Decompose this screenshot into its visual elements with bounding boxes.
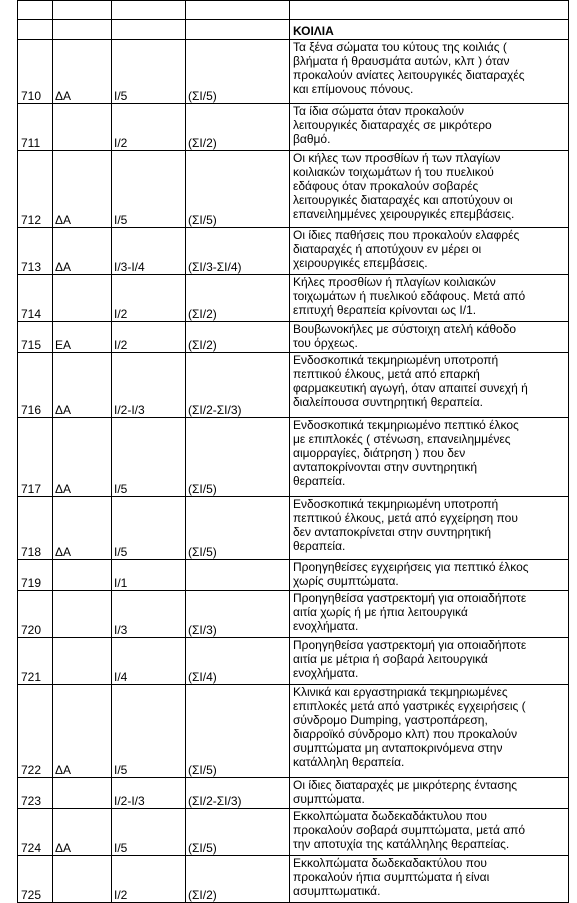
row-grade: Ι/1 — [112, 560, 186, 591]
table-row — [18, 353, 569, 418]
row-severity — [53, 591, 112, 638]
section-header-row — [18, 20, 569, 40]
row-severity: ΔΑ — [53, 40, 112, 104]
row-severity: ΔΑ — [53, 353, 112, 418]
row-severity — [53, 275, 112, 322]
row-description: Βουβωνοκήλες με σύστοιχη ατελή κάθοδο του όρχεως. — [290, 322, 569, 353]
row-class: (ΣΙ/5) — [186, 497, 290, 560]
row-code: 721 — [18, 638, 53, 685]
row-grade: Ι/2 — [112, 104, 186, 151]
row-description: Κήλες προσθίων ή πλαγίων κοιλιακών τοιχωμάτων ή πυελικού εδάφους. Μετά από επιτυχή θεραπεία κρίνονται ως Ι/1. — [290, 275, 569, 322]
row-code: 725 — [18, 856, 53, 903]
row-severity — [53, 778, 112, 809]
row-grade: Ι/5 — [112, 497, 186, 560]
section-title: ΚΟΙΛΙΑ — [290, 20, 569, 40]
table-row — [18, 322, 569, 353]
row-code: 719 — [18, 560, 53, 591]
table-top-row — [18, 1, 569, 20]
row-grade: Ι/5 — [112, 40, 186, 104]
row-grade: Ι/5 — [112, 685, 186, 778]
row-grade: Ι/2 — [112, 856, 186, 903]
row-description: Τα ίδια σώματα όταν προκαλούν λειτουργικές διαταραχές σε μικρότερο βαθμό. — [290, 104, 569, 151]
row-grade: Ι/2 — [112, 275, 186, 322]
row-class: (ΣΙ/3) — [186, 591, 290, 638]
row-severity: ΔΑ — [53, 809, 112, 856]
row-class: (ΣΙ/5) — [186, 685, 290, 778]
row-code: 720 — [18, 591, 53, 638]
row-description: Ενδοσκοπικά τεκμηριωμένο πεπτικό έλκος με επιπλοκές ( στένωση, επανειλημμένες αιμορραγίες, διάτρηση ) που δεν ανταποκρίνονται στην συντηρητική θεραπεία. — [290, 418, 569, 497]
row-severity: ΔΑ — [53, 685, 112, 778]
row-description: Οι ίδιες διαταραχές με μικρότερης έντασης συμπτώματα. — [290, 778, 569, 809]
row-severity: ΔΑ — [53, 151, 112, 228]
table-row — [18, 591, 569, 638]
row-severity — [53, 560, 112, 591]
row-grade: Ι/5 — [112, 151, 186, 228]
row-description: Προηγηθείσα γαστρεκτομή για οποιαδήποτε αιτία με μέτρια ή σοβαρά λειτουργικά ενοχλήματα. — [290, 638, 569, 685]
row-description: Κλινικά και εργαστηριακά τεκμηριωμένες επιπλοκές μετά από γαστρικές εγχειρήσεις ( σύνδρομο Dumping, γαστροπάρεση, διαρροϊκό σύνδρομο κλπ) που προκαλούν συμπτώματα μη ανταποκρινόμενα στην κατάλληλη θεραπεία. — [290, 685, 569, 778]
row-description: Οι κήλες των προσθίων ή των πλαγίων κοιλιακών τοιχωμάτων ή του πυελικού εδάφους όταν προκαλούν σοβαρές λειτουργικές διαταραχές και αποτύχουν οι επανειλημμένες χειρουργικές επεμβάσεις. — [290, 151, 569, 228]
row-code: 718 — [18, 497, 53, 560]
row-grade: Ι/2-Ι/3 — [112, 353, 186, 418]
row-class: (ΣΙ/2) — [186, 856, 290, 903]
row-grade: Ι/4 — [112, 638, 186, 685]
row-description: Προηγηθείσες εγχειρήσεις για πεπτικό έλκος χωρίς συμπτώματα. — [290, 560, 569, 591]
row-severity: ΔΑ — [53, 497, 112, 560]
row-code: 715 — [18, 322, 53, 353]
row-grade: Ι/2-Ι/3 — [112, 778, 186, 809]
row-description: Εκκολπώματα δωδεκαδάκτυλου που προκαλούν σοβαρά συμπτώματα, μετά από την αποτυχία της κατάλληλης θεραπείας. — [290, 809, 569, 856]
table-row — [18, 151, 569, 228]
row-class: (ΣΙ/5) — [186, 418, 290, 497]
row-severity: ΕΑ — [53, 322, 112, 353]
row-grade: Ι/5 — [112, 418, 186, 497]
row-description: Οι ίδιες παθήσεις που προκαλούν ελαφρές διαταραχές ή αποτύχουν εν μέρει οι χειρουργικές επεμβάσεις. — [290, 228, 569, 275]
row-grade: Ι/3 — [112, 591, 186, 638]
row-class: (ΣΙ/2) — [186, 275, 290, 322]
table-row — [18, 228, 569, 275]
row-severity: ΔΑ — [53, 418, 112, 497]
table-row — [18, 40, 569, 104]
table-body — [18, 1, 569, 903]
row-code: 714 — [18, 275, 53, 322]
row-grade: Ι/5 — [112, 809, 186, 856]
row-class: (ΣΙ/2) — [186, 322, 290, 353]
row-code: 716 — [18, 353, 53, 418]
disability-table — [17, 0, 569, 903]
row-code: 713 — [18, 228, 53, 275]
table-row — [18, 809, 569, 856]
row-severity — [53, 638, 112, 685]
row-description: Προηγηθείσα γαστρεκτομή για οποιαδήποτε αιτία χωρίς ή με ήπια λειτουργικά ενοχλήματα. — [290, 591, 569, 638]
row-code: 710 — [18, 40, 53, 104]
table-row — [18, 104, 569, 151]
table-row — [18, 560, 569, 591]
row-class: (ΣΙ/5) — [186, 151, 290, 228]
row-class: (ΣΙ/5) — [186, 809, 290, 856]
table-row — [18, 497, 569, 560]
row-description: Τα ξένα σώματα του κύτους της κοιλιάς ( βλήματα ή θραυσμάτα αυτών, κλπ ) όταν προκαλούν ανίατες λειτουργικές διαταραχές και επίμονους πόνους. — [290, 40, 569, 104]
row-class: (ΣΙ/3-ΣΙ/4) — [186, 228, 290, 275]
row-severity — [53, 104, 112, 151]
table-row — [18, 856, 569, 903]
row-severity: ΔΑ — [53, 228, 112, 275]
row-code: 712 — [18, 151, 53, 228]
table-row — [18, 778, 569, 809]
row-description: Ενδοσκοπικά τεκμηριωμένη υποτροπή πεπτικού έλκους, μετά από επαρκή φαρμακευτική αγωγή, όταν απαιτεί συνεχή ή διαλείπουσα συντηρητική θεραπεία. — [290, 353, 569, 418]
table-row — [18, 638, 569, 685]
row-description: Εκκολπώματα δωδεκαδακτύλου που προκαλούν ήπια συμπτώματα ή είναι ασυμπτωματικά. — [290, 856, 569, 903]
table-row — [18, 685, 569, 778]
table-row — [18, 418, 569, 497]
row-class — [186, 560, 290, 591]
row-class: (ΣΙ/4) — [186, 638, 290, 685]
row-grade: Ι/3-Ι/4 — [112, 228, 186, 275]
row-code: 722 — [18, 685, 53, 778]
row-description: Ενδοσκοπικά τεκμηριωμένη υποτροπή πεπτικού έλκους, μετά από εγχείρηση που δεν ανταποκρίνεται στην συντηρητική θεραπεία. — [290, 497, 569, 560]
row-class: (ΣΙ/2-ΣΙ/3) — [186, 778, 290, 809]
row-code: 723 — [18, 778, 53, 809]
row-code: 724 — [18, 809, 53, 856]
row-code: 711 — [18, 104, 53, 151]
row-severity — [53, 856, 112, 903]
table-row — [18, 275, 569, 322]
row-grade: Ι/2 — [112, 322, 186, 353]
row-class: (ΣΙ/2) — [186, 104, 290, 151]
row-class: (ΣΙ/5) — [186, 40, 290, 104]
row-code: 717 — [18, 418, 53, 497]
row-class: (ΣΙ/2-ΣΙ/3) — [186, 353, 290, 418]
